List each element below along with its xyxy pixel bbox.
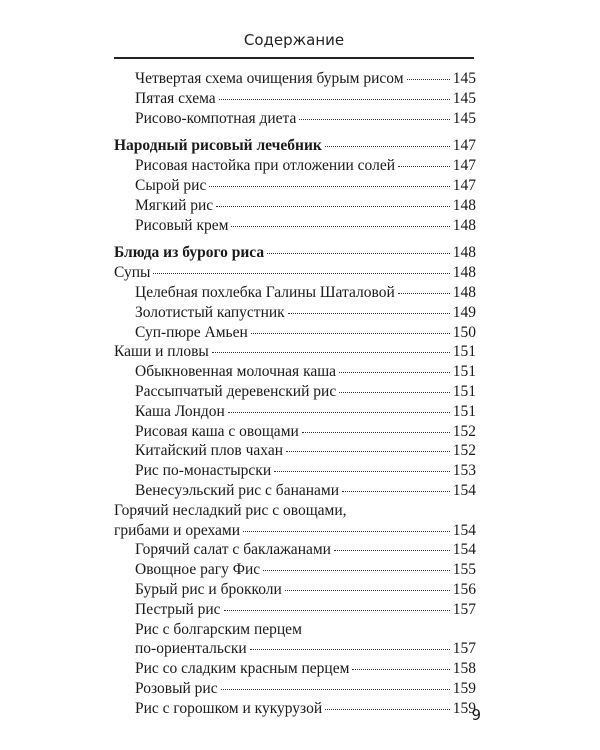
toc-entry-title: Рис с горошком и кукурузой: [135, 699, 323, 717]
toc-page-number: 150: [452, 323, 476, 341]
toc-entry: [114, 263, 476, 283]
toc-entry: [114, 362, 476, 382]
toc-row: [135, 540, 476, 560]
toc-row: [135, 323, 476, 343]
toc-entry-title: Рисовый крем: [135, 216, 229, 234]
toc-entry-title: Сырой рис: [135, 176, 207, 194]
toc-entry: [114, 303, 476, 323]
toc-entry: [114, 243, 476, 263]
toc-row: [135, 600, 476, 620]
toc-entry: [114, 580, 476, 600]
toc-entry-title: грибами и орехами: [114, 521, 241, 539]
toc-entry: [114, 441, 476, 461]
dot-leader: [221, 689, 450, 690]
toc-entry-title: Обыкновенная молочная каша: [135, 363, 337, 381]
toc-entry: [114, 382, 476, 402]
dot-leader: [299, 119, 449, 120]
toc-entry-title: Супы: [114, 264, 151, 282]
toc-row: [114, 501, 476, 521]
dot-leader: [407, 79, 450, 80]
dot-leader: [250, 649, 450, 650]
toc-row: [114, 342, 476, 362]
toc-page-number: 151: [452, 343, 476, 361]
toc-entry: [114, 501, 476, 541]
toc-entry: [114, 196, 476, 216]
dot-leader: [334, 550, 450, 551]
toc-page-number: 145: [452, 70, 476, 87]
toc-entry-title: Пестрый рис: [135, 600, 221, 618]
toc-entry: [114, 283, 476, 303]
toc-page-number: 148: [452, 216, 476, 234]
toc-row: [135, 176, 476, 196]
toc-entry: [114, 560, 476, 580]
toc-row: [135, 382, 476, 402]
dot-leader: [231, 226, 449, 227]
toc-entry-title: Целебная похлебка Галины Шаталовой: [135, 283, 395, 301]
toc-entry: [114, 69, 476, 89]
toc-entry-title: Каша Лондон: [135, 402, 225, 420]
toc-entry-title: Рассыпчатый деревенский рис: [135, 382, 337, 400]
dot-leader: [288, 313, 450, 314]
toc-entry: [114, 176, 476, 196]
toc-page-number: 153: [452, 462, 476, 480]
dot-leader: [325, 709, 450, 710]
dot-leader: [243, 531, 450, 532]
dot-leader: [398, 166, 450, 167]
toc-entry-title: Народный рисовый лечебник: [114, 137, 322, 155]
toc-entry: [114, 323, 476, 343]
dot-leader: [339, 392, 450, 393]
toc-entry-title: Рисовая каша с овощами: [135, 422, 299, 440]
toc-row: [135, 89, 476, 109]
toc-row: [114, 243, 476, 263]
toc-entry-title: Рис по-монастырски: [135, 462, 272, 480]
dot-leader: [251, 333, 450, 334]
toc-row: [135, 639, 476, 659]
toc-page-number: 145: [452, 109, 476, 127]
toc-entry-title: Мягкий рис: [135, 196, 214, 214]
dot-leader: [209, 186, 449, 187]
toc-page-number: 152: [452, 442, 476, 460]
header-rule: [114, 57, 474, 59]
toc-row: [135, 699, 476, 719]
toc-page-number: 159: [452, 679, 476, 697]
toc-entry-title: Пятая схема: [135, 89, 216, 107]
toc-page-number: 147: [452, 157, 476, 175]
toc-row: [135, 461, 476, 481]
toc-entry-title: Китайский плов чахан: [135, 442, 284, 460]
dot-leader: [153, 273, 449, 274]
toc-page-number: 157: [452, 640, 476, 658]
toc-row: [114, 136, 476, 156]
dot-leader: [398, 293, 450, 294]
toc-page-number: 154: [452, 541, 476, 559]
toc-row: [135, 659, 476, 679]
page-number: 9: [471, 706, 481, 724]
toc-entry-title: Розовый рис: [135, 679, 218, 697]
toc-entry: [114, 679, 476, 699]
toc-page-number: 158: [452, 660, 476, 678]
toc-page-number: 152: [452, 422, 476, 440]
toc-entry-title: Рис со сладким красным перцем: [135, 660, 350, 678]
toc-entry: [114, 422, 476, 442]
toc-page-number: 148: [452, 244, 476, 262]
toc-row: [135, 156, 476, 176]
toc-page-number: 148: [452, 264, 476, 282]
dot-leader: [339, 372, 450, 373]
toc-entry-title: Золотистый капустник: [135, 303, 285, 321]
toc-row: [135, 283, 476, 303]
dot-leader: [342, 491, 450, 492]
dot-leader: [285, 590, 450, 591]
toc-row: [135, 679, 476, 699]
toc-entry-title: Суп-пюре Амьен: [135, 323, 248, 341]
dot-leader: [286, 451, 450, 452]
toc-entry-title: Овощное рагу Фис: [135, 561, 261, 579]
toc-entry-title: Блюда из бурого риса: [114, 244, 265, 262]
toc-page-number: 151: [452, 402, 476, 420]
toc-entry-title: Рисово-компотная диета: [135, 109, 297, 127]
toc-entry-title: Горячий салат с баклажанами: [135, 541, 331, 559]
toc-row: [135, 422, 476, 442]
toc-row: [114, 521, 476, 541]
toc-page-number: 151: [452, 382, 476, 400]
dot-leader: [212, 352, 450, 353]
toc-entry-title: Четвертая схема очищения бурым рисом: [135, 70, 404, 87]
toc-entry: [114, 699, 476, 719]
toc-page-number: 154: [452, 521, 476, 539]
toc-page-number: 159: [452, 699, 476, 717]
toc-row: [135, 362, 476, 382]
toc-row: [135, 560, 476, 580]
toc-entry: [114, 620, 476, 660]
toc-entry: [114, 540, 476, 560]
toc-row: [135, 109, 476, 129]
toc-row: [135, 196, 476, 216]
toc-page-number: 147: [452, 176, 476, 194]
toc-entry: [114, 402, 476, 422]
toc-page-number: 151: [452, 363, 476, 381]
dot-leader: [267, 253, 450, 254]
toc-entry-title: по-ориентальски: [135, 640, 247, 658]
toc-row: [135, 481, 476, 501]
toc-entry: [114, 481, 476, 501]
toc-page-number: 156: [452, 580, 476, 598]
table-of-contents: [114, 69, 476, 719]
toc-page-number: 149: [452, 303, 476, 321]
dot-leader: [263, 570, 450, 571]
toc-page-number: 157: [452, 600, 476, 618]
toc-entry: [114, 600, 476, 620]
toc-entry: [114, 156, 476, 176]
toc-page-number: 155: [452, 561, 476, 579]
toc-entry: [114, 136, 476, 156]
toc-page-number: 147: [452, 137, 476, 155]
toc-row: [135, 580, 476, 600]
toc-entry: [114, 89, 476, 109]
dot-leader: [219, 99, 450, 100]
toc-entry: [114, 109, 476, 129]
toc-row: [135, 620, 476, 640]
dot-leader: [352, 669, 449, 670]
toc-entry-title: Каши и пловы: [114, 343, 209, 361]
toc-page-number: 154: [452, 481, 476, 499]
toc-row: [135, 303, 476, 323]
dot-leader: [224, 610, 450, 611]
toc-page-number: 148: [452, 283, 476, 301]
dot-leader: [216, 206, 450, 207]
toc-entry: [114, 461, 476, 481]
toc-entry-title: Венесуэльский рис с бананами: [135, 481, 340, 499]
dot-leader: [228, 412, 450, 413]
toc-row: [135, 69, 476, 89]
toc-page-number: 145: [452, 89, 476, 107]
toc-entry: [114, 216, 476, 236]
dot-leader: [325, 146, 450, 147]
toc-entry-title: Бурый рис и брокколи: [135, 580, 282, 598]
toc-row: [114, 263, 476, 283]
running-header: Содержание: [243, 31, 345, 49]
toc-entry-title: Горячий несладкий рис с овощами,: [114, 501, 347, 519]
toc-row: [135, 441, 476, 461]
toc-row: [135, 402, 476, 422]
toc-row: [135, 216, 476, 236]
toc-entry-title: Рис с болгарским перцем: [135, 620, 302, 638]
toc-entry: [114, 342, 476, 362]
dot-leader: [274, 471, 450, 472]
toc-page-number: 148: [452, 196, 476, 214]
toc-entry-title: Рисовая настойка при отложении солей: [135, 157, 395, 175]
dot-leader: [302, 432, 450, 433]
toc-entry: [114, 659, 476, 679]
